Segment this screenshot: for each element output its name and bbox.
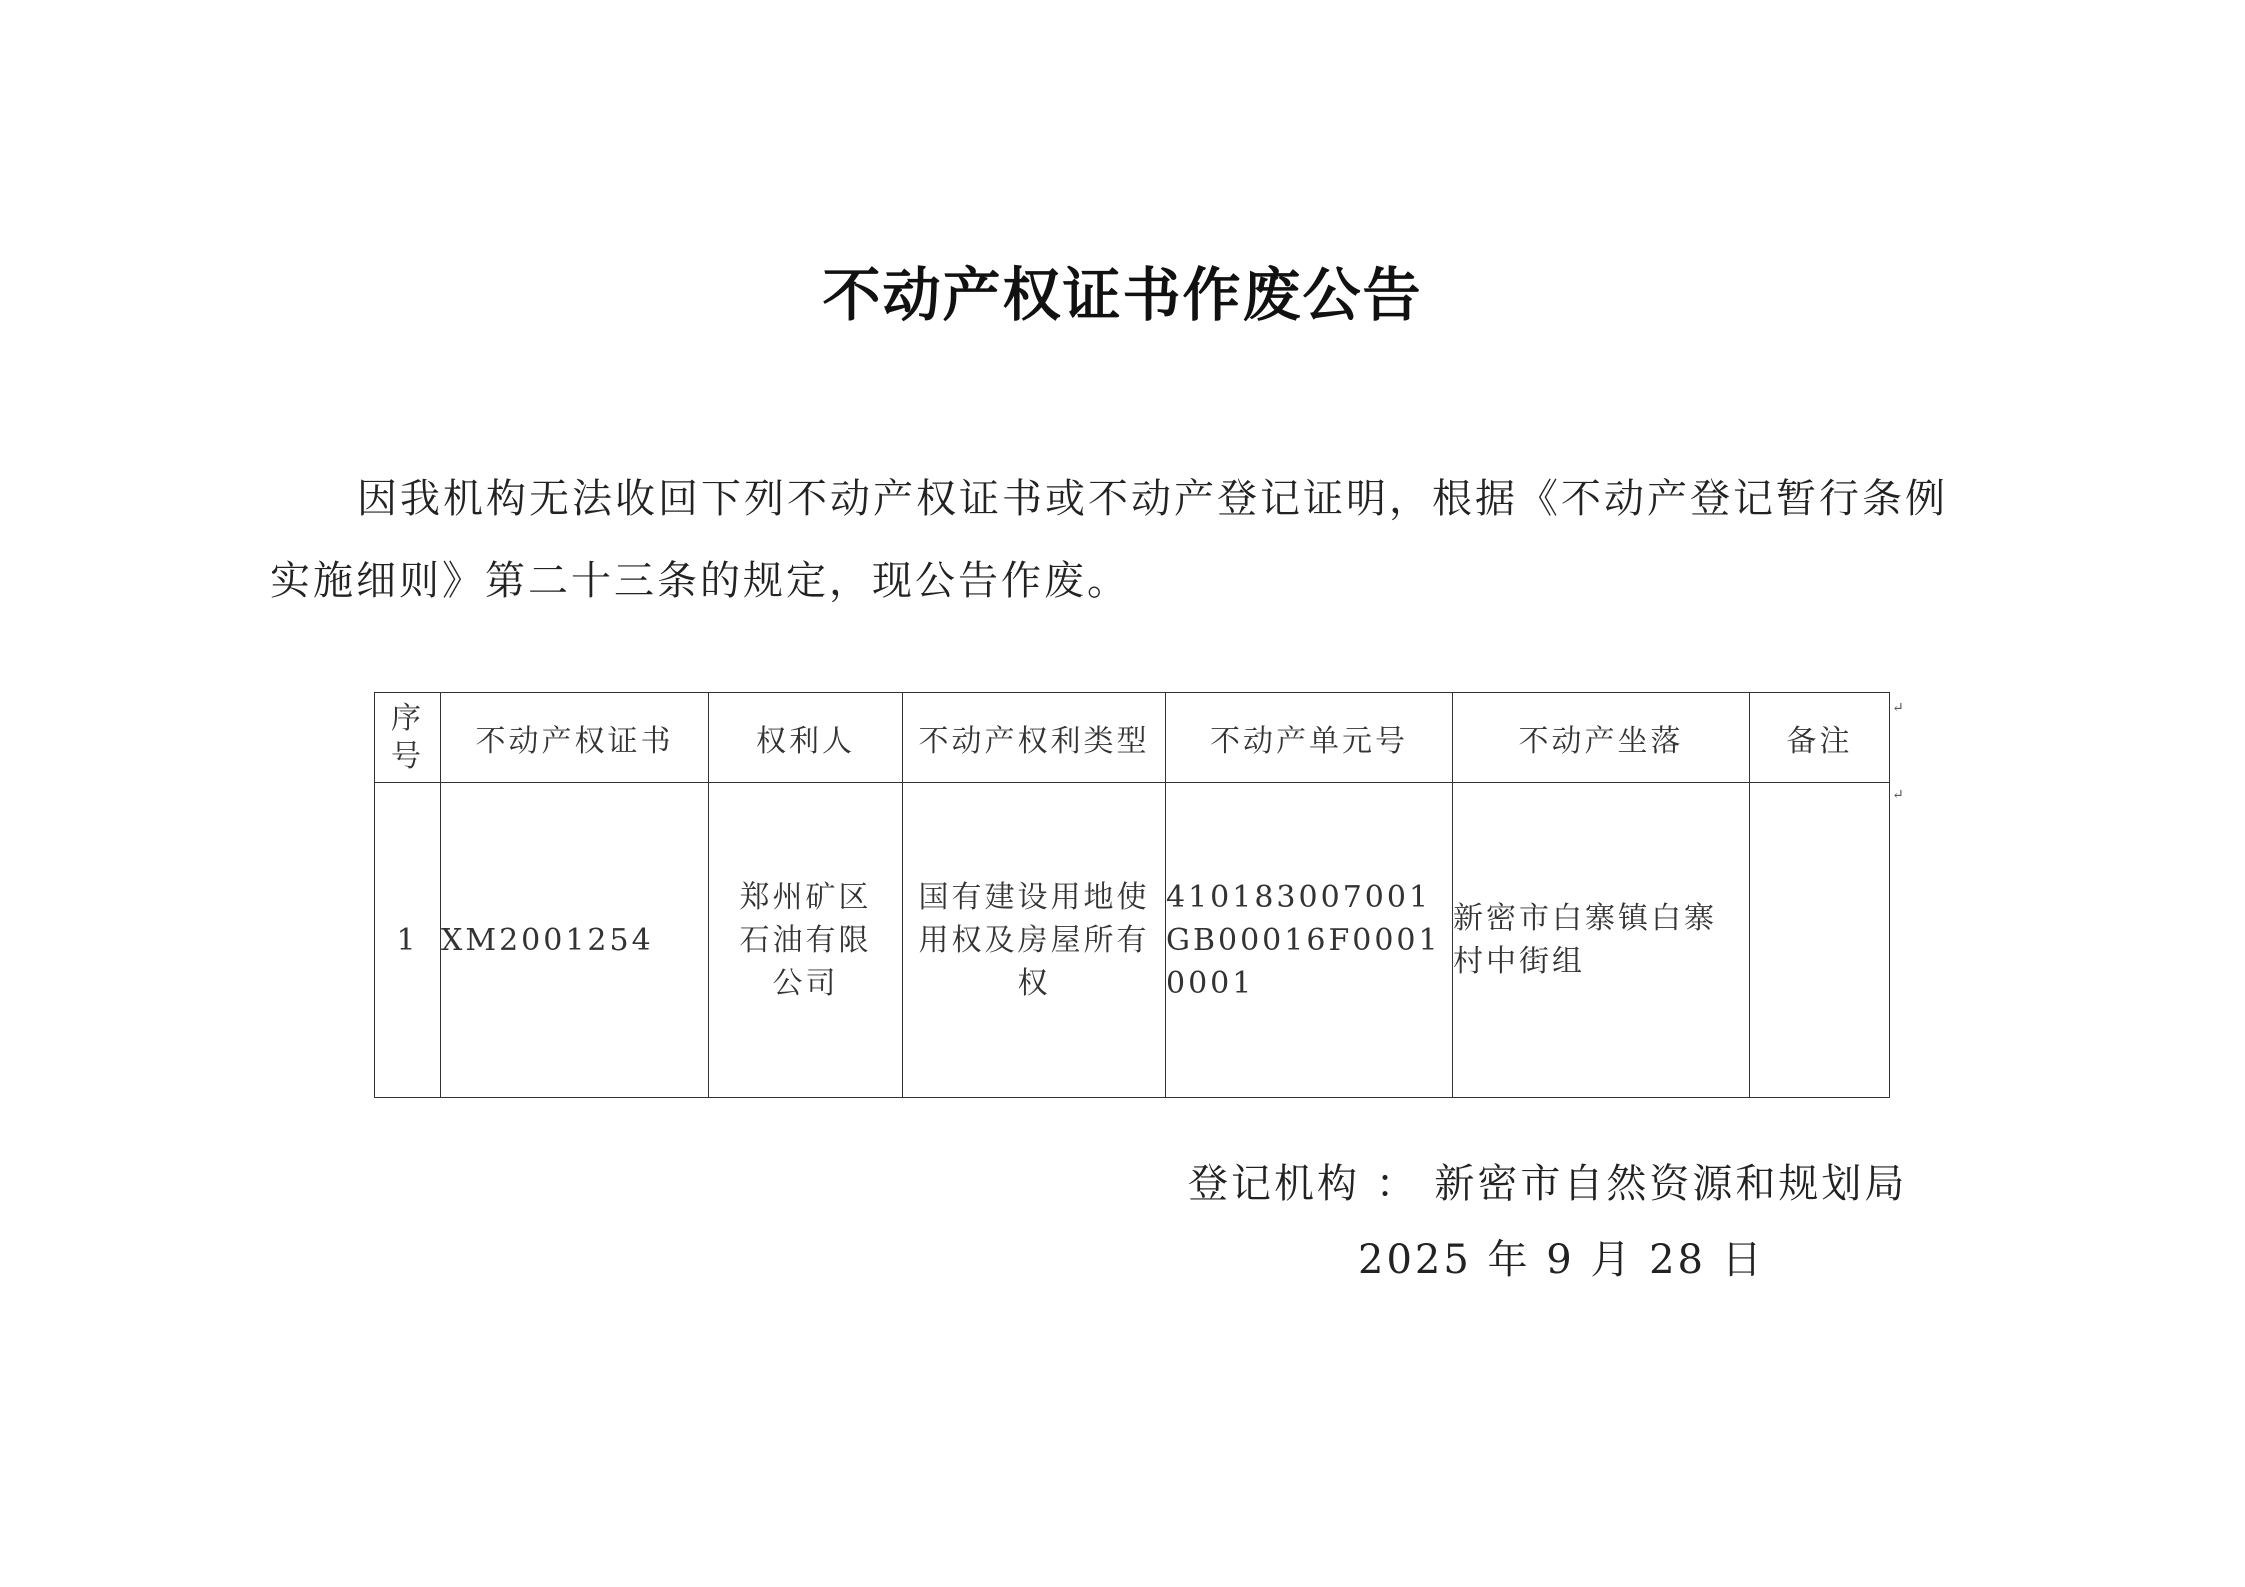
header-seq-line2: 号 (391, 738, 424, 774)
paragraph-mark-icon: ↵ (1892, 700, 1904, 716)
cell-remark (1750, 783, 1890, 1098)
notice-title: 不动产权证书作废公告 (822, 261, 1423, 329)
holder-line3: 公司 (772, 965, 839, 1001)
header-unit-no: 不动产单元号 (1166, 693, 1453, 783)
table-header-row (375, 693, 1890, 783)
table-row (375, 783, 1890, 1098)
header-seq (375, 693, 441, 783)
holder-line2: 石油有限 (739, 922, 872, 958)
header-seq-line1: 序 (391, 700, 424, 736)
header-holder: 权利人 (709, 693, 903, 783)
holder-line1: 郑州矿区 (739, 879, 872, 915)
cell-location: 新密市白寨镇白寨村中街组 (1453, 783, 1750, 1098)
cell-unit-no: 410183007001GB00016F00010001 (1166, 783, 1453, 1098)
voided-certificate-table (374, 692, 1890, 1098)
cell-holder (709, 783, 903, 1098)
registration-authority: 登记机构 ： 新密市自然资源和规划局 (1188, 1161, 1908, 1207)
cell-seq: 1 (375, 783, 441, 1098)
cell-certificate: XM2001254 (441, 783, 709, 1098)
header-remark: 备注 (1750, 693, 1890, 783)
header-right-type: 不动产权利类型 (903, 693, 1166, 783)
paragraph-mark-icon: ↵ (1892, 787, 1904, 803)
notice-date: 2025 年 9 月 28 日 (1358, 1237, 1765, 1283)
header-certificate: 不动产权证书 (441, 693, 709, 783)
notice-body: 因我机构无法收回下列不动产权证书或不动产登记证明，根据《不动产登记暂行条例实施细则》第二十三条的规定，现公告作废。 (270, 476, 1948, 604)
cell-right-type: 国有建设用地使用权及房屋所有权 (903, 783, 1166, 1098)
header-location: 不动产坐落 (1453, 693, 1750, 783)
